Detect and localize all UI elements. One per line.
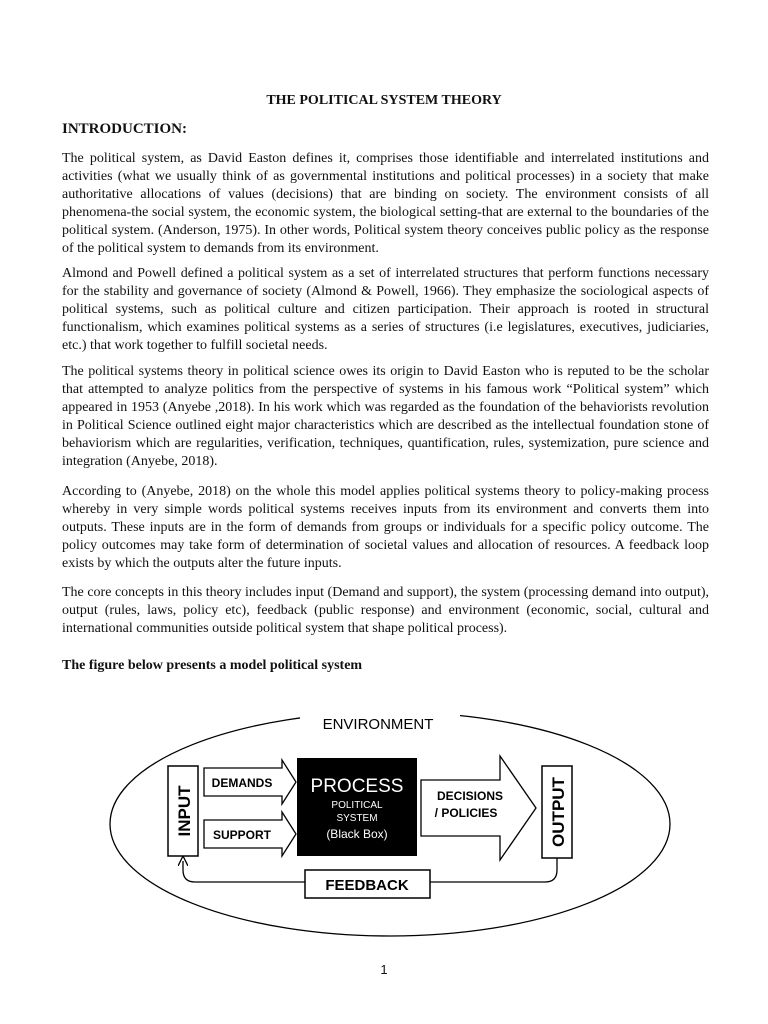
policies-label: / POLICIES (434, 806, 498, 820)
feedback-loop-right (430, 858, 557, 882)
paragraph: The political system, as David Easton defines it, comprises those identifiable and interrelated institutions and activities (what we usually think of as governmental institutions and political processes) in a society that make authoritative allocations of values (decisions) that are binding on society. The environment consists of all phenomena-the social system, the economic system, the biological setting-that are external to the boundaries of the political system. (Anderson, 1975). In other words, Political system theory conceives public policy as the response of the political system to demands from its environment. (62, 151, 709, 256)
paragraph: The core concepts in this theory includes input (Demand and support), the system (processing demand into output), output (rules, laws, policy etc), feedback (public response) and environment (economic, social, cultural and international communities outside political system that shape political process). (62, 585, 709, 636)
section-heading-introduction: INTRODUCTION: (62, 121, 188, 137)
page-title: THE POLITICAL SYSTEM THEORY (266, 93, 502, 108)
political-system-diagram (100, 700, 680, 940)
system-label: SYSTEM (336, 813, 378, 824)
paragraph: The political systems theory in political science owes its origin to David Easton who is reputed to be the scholar that attempted to analyze politics from the perspective of systems in his famous work “Political system” which appeared in 1953 (Anyebe ,2018). In his work which was regarded as the foundation of the behaviorists revolution in Political Science outlined eight major characteristics which are described as the intellectual foundation stone of behaviorism which are regularities, verification, techniques, quantification, rules, systemization, pure science and integration (Anyebe, 2018). (62, 364, 709, 469)
environment-label: ENVIRONMENT (322, 716, 434, 733)
feedback-label: FEEDBACK (325, 877, 409, 894)
support-label: SUPPORT (212, 828, 272, 842)
process-label: PROCESS (310, 776, 404, 797)
figure-intro: The figure below presents a model political system (62, 658, 363, 673)
feedback-loop-left (183, 861, 305, 882)
decisions-label: DECISIONS (436, 789, 504, 803)
page-number: 1 (380, 962, 388, 977)
black-box-label: (Black Box) (326, 827, 388, 841)
paragraph: According to (Anyebe, 2018) on the whole this model applies political systems theory to policy-making process whereby in very simple words political systems receives inputs from its environment and converts them into outputs. These inputs are in the form of demands from groups or individuals for a specific policy outcome. The policy outcomes may take form of determination of societal values and allocation of resources. A feedback loop exists by which the outputs alter the future inputs. (62, 484, 709, 571)
paragraph: Almond and Powell defined a political system as a set of interrelated structures that perform functions necessary for the stability and governance of society (Almond & Powell, 1966). They emphasize the sociological aspects of political systems, such as political culture and citizen participation. Their approach is rooted in structural functionalism, which examines political systems as a series of structures (i.e legislatures, executives, judiciaries, etc.) that work together to fulfill societal needs. (62, 266, 709, 353)
political-label: POLITICAL (331, 800, 383, 811)
output-label: OUTPUT (549, 777, 568, 847)
input-label: INPUT (175, 785, 194, 837)
demands-label: DEMANDS (211, 776, 273, 790)
